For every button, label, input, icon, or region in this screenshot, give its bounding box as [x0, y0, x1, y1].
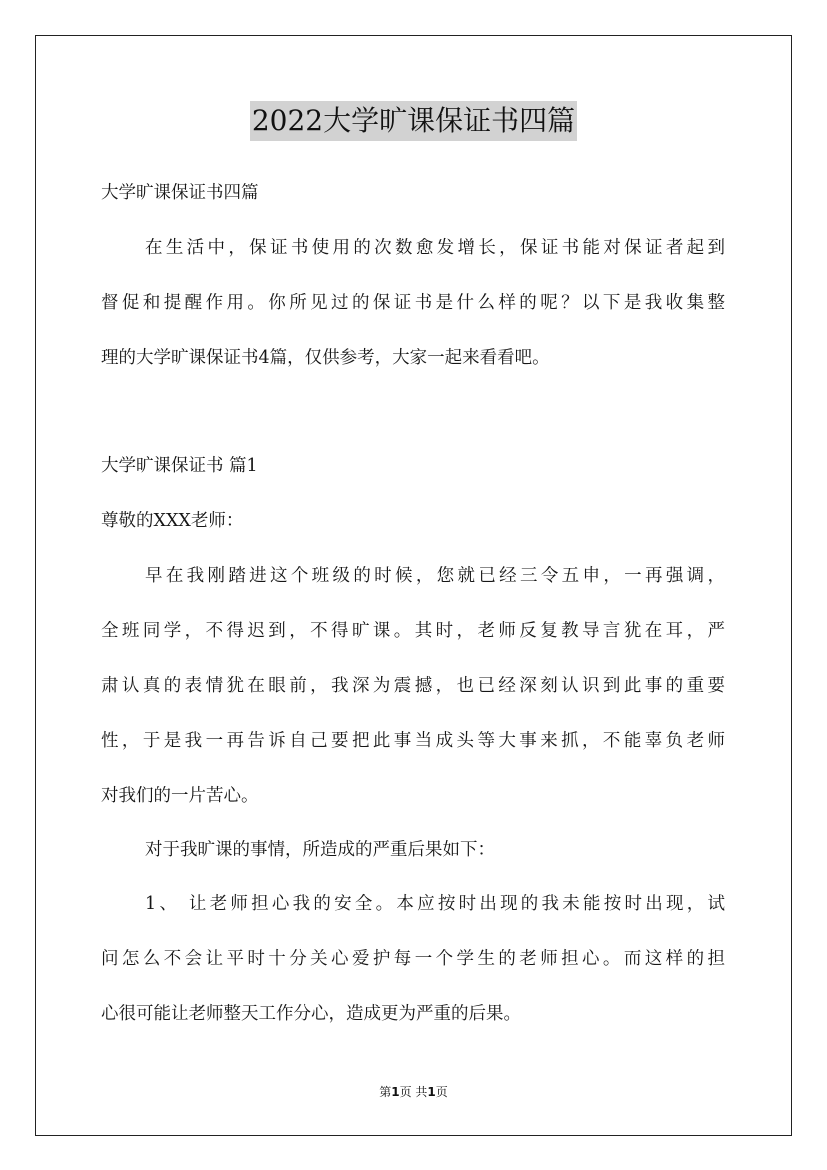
item1-line-3: 心很可能让老师整天工作分心，造成更为严重的后果。 — [101, 1004, 521, 1024]
salutation: 尊敬的XXX老师： — [101, 511, 244, 531]
body-line-1: 早在我刚踏进这个班级的时候，您就已经三令五申，一再强调， — [145, 566, 725, 586]
body-line-5: 对我们的一片苦心。 — [101, 786, 259, 806]
doc-subtitle: 大学旷课保证书四篇 — [101, 183, 259, 203]
footer-page-total: 1 — [427, 1085, 436, 1099]
intro-line-1: 在生活中，保证书使用的次数愈发增长，保证书能对保证者起到 — [145, 238, 725, 258]
body-line-4: 性，于是我一再告诉自己要把此事当成头等大事来抓，不能辜负老师 — [101, 731, 725, 751]
footer-page-prefix: 第 — [379, 1085, 392, 1099]
document-title: 2022大学旷课保证书四篇 — [250, 101, 577, 141]
page-footer — [0, 1084, 827, 1100]
footer-page-mid: 页 共 — [399, 1085, 428, 1099]
intro-line-2: 督促和提醒作用。你所见过的保证书是什么样的呢？以下是我收集整 — [101, 293, 725, 313]
footer-page-number: 1 — [391, 1085, 400, 1099]
item1-line-1: 1、 让老师担心我的安全。本应按时出现的我未能按时出现，试 — [145, 894, 725, 914]
consequences-intro: 对于我旷课的事情，所造成的严重后果如下： — [145, 840, 495, 860]
title-container — [0, 101, 827, 141]
intro-line-3: 理的大学旷课保证书4篇，仅供参考，大家一起来看看吧。 — [101, 348, 550, 368]
footer-page-suffix: 页 — [435, 1085, 448, 1099]
body-line-2: 全班同学，不得迟到，不得旷课。其时，老师反复教导言犹在耳，严 — [101, 621, 725, 641]
item1-line-2: 问怎么不会让平时十分关心爱护每一个学生的老师担心。而这样的担 — [101, 949, 725, 969]
section-heading: 大学旷课保证书 篇1 — [101, 456, 258, 476]
body-line-3: 肃认真的表情犹在眼前，我深为震撼，也已经深刻认识到此事的重要 — [101, 676, 725, 696]
